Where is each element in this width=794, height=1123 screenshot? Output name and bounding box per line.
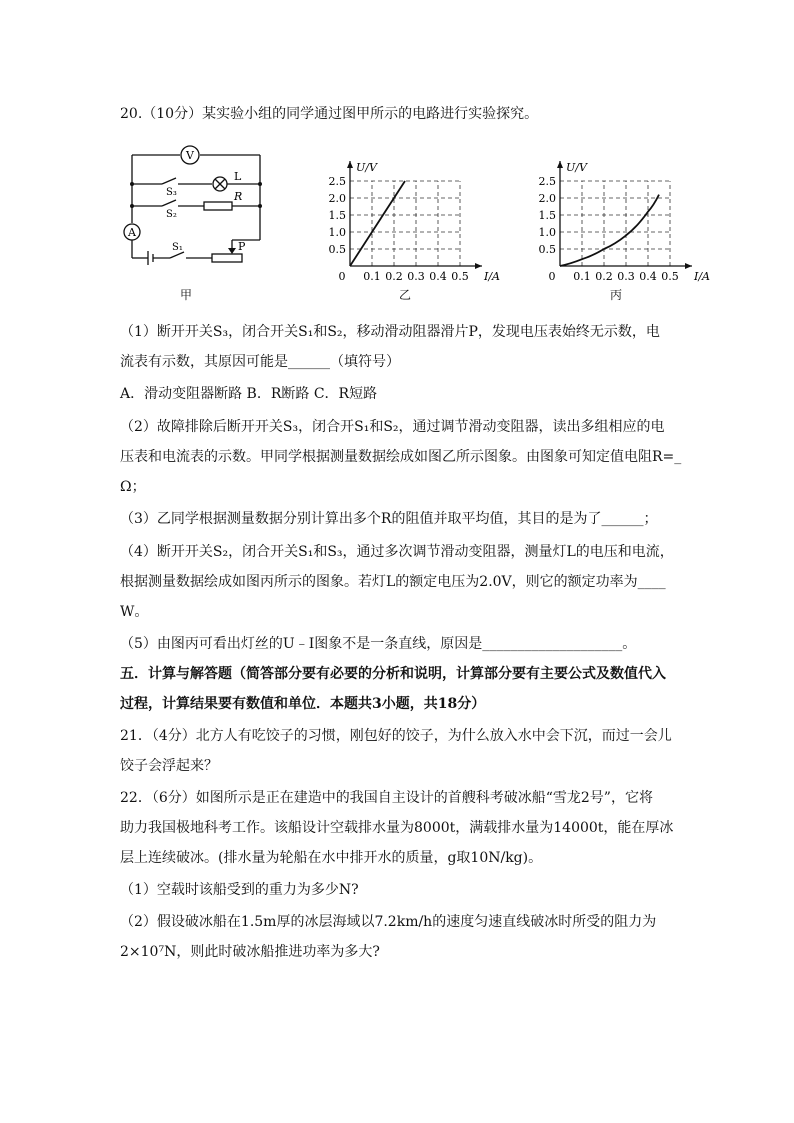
graph-c-y-tick-label: 1.0 xyxy=(538,226,556,239)
q20-part5: （5）由图丙可看出灯丝的U﹣I图象不是一条直线，原因是____________________。 xyxy=(120,636,637,652)
graph-c-x-arrow-icon xyxy=(685,263,692,269)
graph-c-chart xyxy=(530,136,710,286)
q21-line2: 饺子会浮起来？ xyxy=(120,758,218,774)
rheostat-icon xyxy=(212,254,242,262)
switch-s2-label: S₂ xyxy=(166,209,177,220)
graph-c-y-tick-label: 1.5 xyxy=(538,209,556,222)
graph-c-y-tick-label: 0.5 xyxy=(538,243,556,256)
graph-c-y-tick-label: 2.5 xyxy=(538,175,556,188)
switch-s3-label: S₃ xyxy=(166,187,177,198)
graph-b-y-tick-label: 2.0 xyxy=(328,192,346,205)
q20-part4-line2: 根据测量数据绘成如图丙所示的图象。若灯L的额定电压为2.0V，则它的额定功率为____ xyxy=(120,574,666,590)
section5-heading-line1: 五．计算与解答题（简答部分要有必要的分析和说明，计算部分要有主要公式及数值代入 xyxy=(120,666,666,682)
q21-line1: 21．（4分）北方人有吃饺子的习惯，刚包好的饺子，为什么放入水中会下沉，而过一会儿 xyxy=(120,728,672,744)
graph-c-y-arrow-icon xyxy=(557,161,563,168)
graph-b-x-axis-label: I/A xyxy=(484,270,500,283)
graph-b-y-tick-label: 1.5 xyxy=(328,209,346,222)
graph-b-y-arrow-icon xyxy=(347,161,353,168)
graph-c-x-tick-label: 0.4 xyxy=(639,270,657,283)
q22-sub2-line1: （2）假设破冰船在1.5m厚的冰层海域以7.2km/h的速度匀速直线破冰时所受的阻力为 xyxy=(120,914,657,930)
section5-heading-line2: 过程，计算结果要有数值和单位．本题共3小题，共18分） xyxy=(120,696,486,712)
graph-b-series-line xyxy=(350,181,405,266)
graph-b-chart xyxy=(320,136,500,286)
graph-b-y-tick-label: 0.5 xyxy=(328,243,346,256)
graph-c-x-tick-label: 0.5 xyxy=(661,270,679,283)
q22-sub2-line2: 2×10⁷N，则此时破冰船推进功率为多大? xyxy=(120,944,380,960)
graph-b-figure xyxy=(320,136,500,286)
resistor-label: R xyxy=(234,190,243,203)
graph-b-origin-label: 0 xyxy=(338,270,346,283)
lamp-label: L xyxy=(234,170,242,183)
graph-b-caption: 乙 xyxy=(398,288,411,302)
graph-c-y-tick-label: 2.0 xyxy=(538,192,556,205)
graph-c-x-tick-label: 0.1 xyxy=(573,270,591,283)
graph-b-x-tick-label: 0.1 xyxy=(363,270,381,283)
q20-part4-line3: W。 xyxy=(120,604,149,620)
graph-c-x-tick-label: 0.3 xyxy=(617,270,635,283)
q20-part2-line1: （2）故障排除后断开开关S₃，闭合开S₁和S₂，通过调节滑动变阻器，读出多组相应的电 xyxy=(120,419,665,435)
graph-c-figure xyxy=(530,136,710,286)
q22-line3: 层上连续破冰。(排水量为轮船在水中排开水的质量，g取10N/kg)。 xyxy=(120,850,543,866)
q20-part4-line1: （4）断开开关S₂，闭合开关S₁和S₃，通过多次调节滑动变阻器，测量灯L的电压和电流， xyxy=(120,544,674,560)
graph-c-caption: 丙 xyxy=(609,288,622,302)
q20-part1-line1: （1）断开开关S₃，闭合开关S₁和S₂，移动滑动阻器滑片P，发现电压表始终无示数，电 xyxy=(120,324,660,340)
q20-part2-line2: 压表和电流表的示数。甲同学根据测量数据绘成如图乙所示图象。由图象可知定值电阻R=_ xyxy=(120,449,682,465)
q20-part3: （3）乙同学根据测量数据分别计算出多个R的阻值并取平均值，其目的是为了______； xyxy=(120,511,658,527)
circuit-diagram xyxy=(122,140,272,270)
resistor-icon xyxy=(204,202,232,210)
q22-line2: 助力我国极地科考工作。该船设计空载排水量为8000t，满载排水量为14000t，能在厚冰 xyxy=(120,820,674,836)
q20-title: 20.（10分）某实验小组的同学通过图甲所示的电路进行实验探究。 xyxy=(120,106,539,122)
q22-sub1: （1）空载时该船受到的重力为多少N? xyxy=(120,882,359,898)
graph-b-y-axis-label: U/V xyxy=(356,161,377,174)
graph-c-y-axis-label: U/V xyxy=(566,161,587,174)
slider-label: P xyxy=(238,240,246,253)
q22-line1: 22．（6分）如图所示是正在建造中的我国自主设计的首艘科考破冰船“雪龙2号”，它将 xyxy=(120,790,653,806)
graph-b-x-tick-label: 0.2 xyxy=(385,270,403,283)
graph-b-x-tick-label: 0.3 xyxy=(407,270,425,283)
q20-part1-line2: 流表有示数，其原因可能是______（填符号） xyxy=(120,354,400,370)
graph-c-series-line xyxy=(560,195,659,266)
graph-b-x-arrow-icon xyxy=(475,263,482,269)
slider-arrow-icon xyxy=(228,248,236,254)
graph-b-x-tick-label: 0.5 xyxy=(451,270,469,283)
graph-b-x-tick-label: 0.4 xyxy=(429,270,447,283)
graph-c-x-tick-label: 0.2 xyxy=(595,270,613,283)
graph-c-x-axis-label: I/A xyxy=(694,270,710,283)
voltmeter-label: V xyxy=(186,149,194,162)
graph-b-y-tick-label: 1.0 xyxy=(328,226,346,239)
switch-s1-label: S₁ xyxy=(172,242,183,253)
circuit-figure xyxy=(122,140,272,270)
graph-c-origin-label: 0 xyxy=(548,270,556,283)
q20-part1-options: A．滑动变阻器断路 B．R断路 C．R短路 xyxy=(120,386,378,402)
graph-b-y-tick-label: 2.5 xyxy=(328,175,346,188)
q20-part2-line3: Ω； xyxy=(120,479,146,495)
ammeter-label: A xyxy=(128,226,136,239)
circuit-caption: 甲 xyxy=(179,288,192,302)
